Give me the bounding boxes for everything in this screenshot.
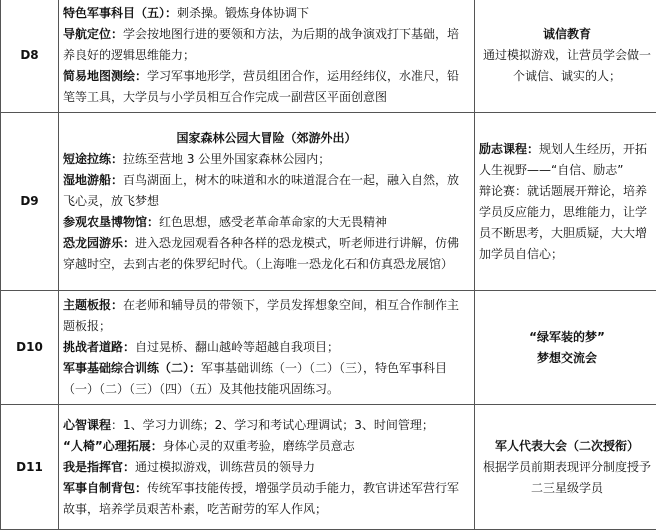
- evening-text: 梦想交流会: [479, 348, 655, 369]
- activity-line: [63, 24, 470, 66]
- activity-text: 通过模拟游戏，训练营员的领导力: [135, 460, 315, 474]
- activity-line: [63, 415, 470, 436]
- activity-label: 特色军事科目（五）：: [63, 6, 177, 20]
- activity-line: [63, 436, 470, 457]
- day-cell: D11: [1, 405, 59, 530]
- activity-label: 参观农垦博物馆：: [63, 215, 159, 229]
- activity-label: 主题板报：: [63, 298, 123, 312]
- activity-label: 心智课程: [63, 418, 111, 432]
- evening-title: 军人代表大会（二次授衔）: [479, 436, 655, 457]
- day-cell: D10: [1, 291, 59, 405]
- activity-line: [63, 358, 470, 400]
- activity-label: 恐龙园游乐：: [63, 236, 135, 250]
- activity-line: [63, 295, 470, 337]
- activity-text: 自过晃桥、翻山越岭等超越自我项目；: [135, 340, 339, 354]
- activity-text: 进入恐龙园观看各种各样的恐龙模式，听老师进行讲解，仿佛穿越时空，去到古老的侏罗纪时代。（上海唯一恐龙化石和仿真恐龙展馆）: [63, 236, 459, 271]
- activity-line: [63, 149, 470, 170]
- table-row: [1, 0, 656, 113]
- activity-label: 军事自制背包：: [63, 481, 147, 495]
- activity-cell: [59, 405, 475, 530]
- table-row: [1, 113, 656, 291]
- activity-label: 我是指挥官：: [63, 460, 135, 474]
- activity-cell: [59, 113, 475, 291]
- activity-label: 导航定位：: [63, 27, 123, 41]
- evening-text: 根据学员前期表现评分制度授予二三星级学员: [479, 457, 655, 499]
- evening-title: 诚信教育: [479, 24, 655, 45]
- activity-label: 湿地游船：: [63, 173, 123, 187]
- activity-line: [63, 212, 470, 233]
- activity-text: 刺杀操。锻炼身体协调下: [177, 6, 309, 20]
- evening-label: 励志课程：: [479, 142, 539, 156]
- activity-line: [63, 66, 470, 108]
- activity-text: 传统军事技能传授，增强学员动手能力，教官讲述军营行军故事，培养学员艰苦朴素，吃苦耐劳的军人作风；: [63, 481, 459, 516]
- evening-text: 规划人生经历，开拓人生视野——“自信、励志”: [479, 142, 647, 177]
- table-row: [1, 291, 656, 405]
- activity-label: 短途拉练：: [63, 152, 123, 166]
- activity-text: 学习军事地形学，营员组团合作，运用经纬仪，水准尺，铅笔等工具，大学员与小学员相互合作完成一副营区平面创意图: [63, 69, 459, 104]
- activity-text: 拉练至营地 3 公里外国家森林公园内；: [123, 152, 330, 166]
- activity-text: ：1、学习力训练；2、学习和考试心理调试；3、时间管理；: [111, 418, 434, 432]
- evening-title: “绿军装的梦”: [479, 327, 655, 348]
- evening-cell: [475, 405, 656, 530]
- activity-text: 红色思想，感受老革命革命家的大无畏精神: [159, 215, 387, 229]
- activity-text: 在老师和辅导员的带领下，学员发挥想象空间，相互合作制作主题板报；: [63, 298, 459, 333]
- activity-cell: [59, 291, 475, 405]
- activity-text: 身体心灵的双重考验，磨练学员意志: [163, 439, 355, 453]
- activity-cell: [59, 0, 475, 113]
- activity-line: [63, 478, 470, 520]
- day-cell: D8: [1, 0, 59, 113]
- activity-label: 简易地图测绘：: [63, 69, 147, 83]
- evening-cell: [475, 291, 656, 405]
- evening-line: [479, 181, 655, 265]
- day-cell: D9: [1, 113, 59, 291]
- activity-line: [63, 170, 470, 212]
- activity-label: “人椅”心理拓展：: [63, 439, 163, 453]
- activity-label: 挑战者道路：: [63, 340, 135, 354]
- evening-cell: [475, 0, 656, 113]
- activity-text: 百鸟湖面上，树木的味道和水的味道混合在一起，融入自然，放飞心灵，放飞梦想: [63, 173, 459, 208]
- activity-text: 军事基础训练（一）（二）（三），特色军事科目（一）（二）（三）（四）（五）及其他技能巩固练习。: [63, 361, 447, 396]
- activity-line: [63, 3, 470, 24]
- evening-text: 辩论赛：就话题展开辩论，培养学员反应能力，思维能力，让学员不断思考，大胆质疑，大大增加学员自信心；: [479, 184, 647, 261]
- activity-line: [63, 233, 470, 275]
- activity-line: [63, 457, 470, 478]
- activity-title: 国家森林公园大冒险（郊游外出）: [63, 128, 470, 149]
- activity-text: 学会按地图行进的要领和方法，为后期的战争演戏打下基础，培养良好的逻辑思维能力；: [63, 27, 459, 62]
- evening-line: [479, 139, 655, 181]
- evening-cell: [475, 113, 656, 291]
- activity-label: 军事基础综合训练（二）：: [63, 361, 201, 375]
- activity-line: [63, 337, 470, 358]
- table-row: [1, 405, 656, 530]
- evening-text: 通过模拟游戏，让营员学会做一个诚信、诚实的人；: [479, 45, 655, 87]
